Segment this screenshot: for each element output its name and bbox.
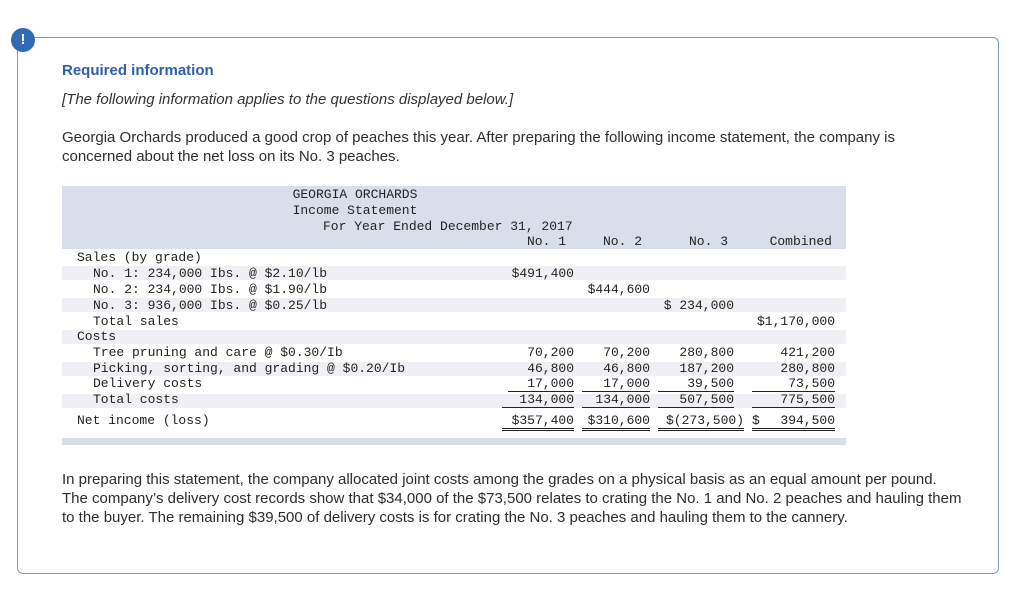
column-header-combined: Combined xyxy=(769,234,832,249)
cost-no3: 187,200 xyxy=(679,361,734,376)
costs-heading: Costs xyxy=(77,329,117,344)
cost-row-label: Picking, sorting, and grading @ $0.20/Ib xyxy=(93,361,406,376)
cost-row-label: Delivery costs xyxy=(93,376,203,391)
total-sales-label: Total sales xyxy=(93,314,179,329)
statement-title: Income Statement xyxy=(292,203,418,218)
sales-row-label: No. 1: 234,000 Ibs. @ $2.10/lb xyxy=(93,266,328,281)
column-header-no1: No. 1 xyxy=(526,234,566,249)
alert-icon: ! xyxy=(11,28,35,52)
column-header-no2: No. 2 xyxy=(602,234,642,249)
net-income-no3: $(273,500) xyxy=(658,414,744,431)
cost-no3: 39,500 xyxy=(658,377,734,392)
total-costs-combined: 775,500 xyxy=(752,393,835,408)
net-income-combined: 394,500 xyxy=(780,413,835,428)
cost-no1: 17,000 xyxy=(508,377,574,392)
intro-paragraph: Georgia Orchards produced a good crop of peaches this year. After preparing the following income statement, the company is concerned about the net loss on its No. 3 peaches. xyxy=(62,129,895,165)
statement-footer-band xyxy=(62,438,846,445)
cost-no2: 46,800 xyxy=(603,361,650,376)
cost-no1: 46,800 xyxy=(527,361,574,376)
net-income-combined-symbol: $ xyxy=(752,414,835,431)
income-statement xyxy=(62,186,846,446)
total-costs-no2: 134,000 xyxy=(582,393,650,408)
sales-no1-value: $491,400 xyxy=(511,266,574,281)
total-costs-no3: 507,500 xyxy=(658,393,734,408)
cost-combined: 280,800 xyxy=(780,361,835,376)
required-information-heading: Required information xyxy=(62,62,214,79)
cost-row-label: Tree pruning and care @ $0.30/Ib xyxy=(93,345,343,360)
sales-heading: Sales (by grade) xyxy=(77,250,202,265)
closing-paragraph: In preparing this statement, the company allocated joint costs among the grades on a physical basis as an equal amount per pound. The company’s delivery cost records show that $34,000 of the $73,500 relates to crating the No. 1 and No. 2 peaches and hauling them to the buyer. The remaining $39,500 of delivery costs is for crating the No. 3 peaches and hauling them to the cannery. xyxy=(62,471,962,526)
statement-header-band xyxy=(62,186,846,249)
context-note: [The following information applies to the questions displayed below.] xyxy=(62,91,514,108)
cost-no1: 70,200 xyxy=(527,345,574,360)
sales-row-label: No. 3: 936,000 Ibs. @ $0.25/lb xyxy=(93,298,328,313)
sales-no2-value: $444,600 xyxy=(587,282,650,297)
row-band xyxy=(62,330,846,344)
cost-combined: 421,200 xyxy=(780,345,835,360)
total-costs-no1: 134,000 xyxy=(502,393,574,408)
statement-company: GEORGIA ORCHARDS xyxy=(292,187,418,202)
cost-no2: 17,000 xyxy=(582,377,650,392)
sales-row-label: No. 2: 234,000 Ibs. @ $1.90/lb xyxy=(93,282,328,297)
net-income-no1: $357,400 xyxy=(502,414,574,431)
cost-combined: 73,500 xyxy=(752,377,835,392)
sales-no3-value: $ 234,000 xyxy=(663,298,734,313)
cost-no3: 280,800 xyxy=(679,345,734,360)
total-costs-label: Total costs xyxy=(93,392,179,407)
total-sales-combined: $1,170,000 xyxy=(756,314,835,329)
net-income-label: Net income (loss) xyxy=(77,413,210,428)
net-income-no2: $310,600 xyxy=(582,414,650,431)
column-header-no3: No. 3 xyxy=(688,234,728,249)
statement-period: For Year Ended December 31, 2017 xyxy=(323,219,573,234)
cost-no2: 70,200 xyxy=(603,345,650,360)
